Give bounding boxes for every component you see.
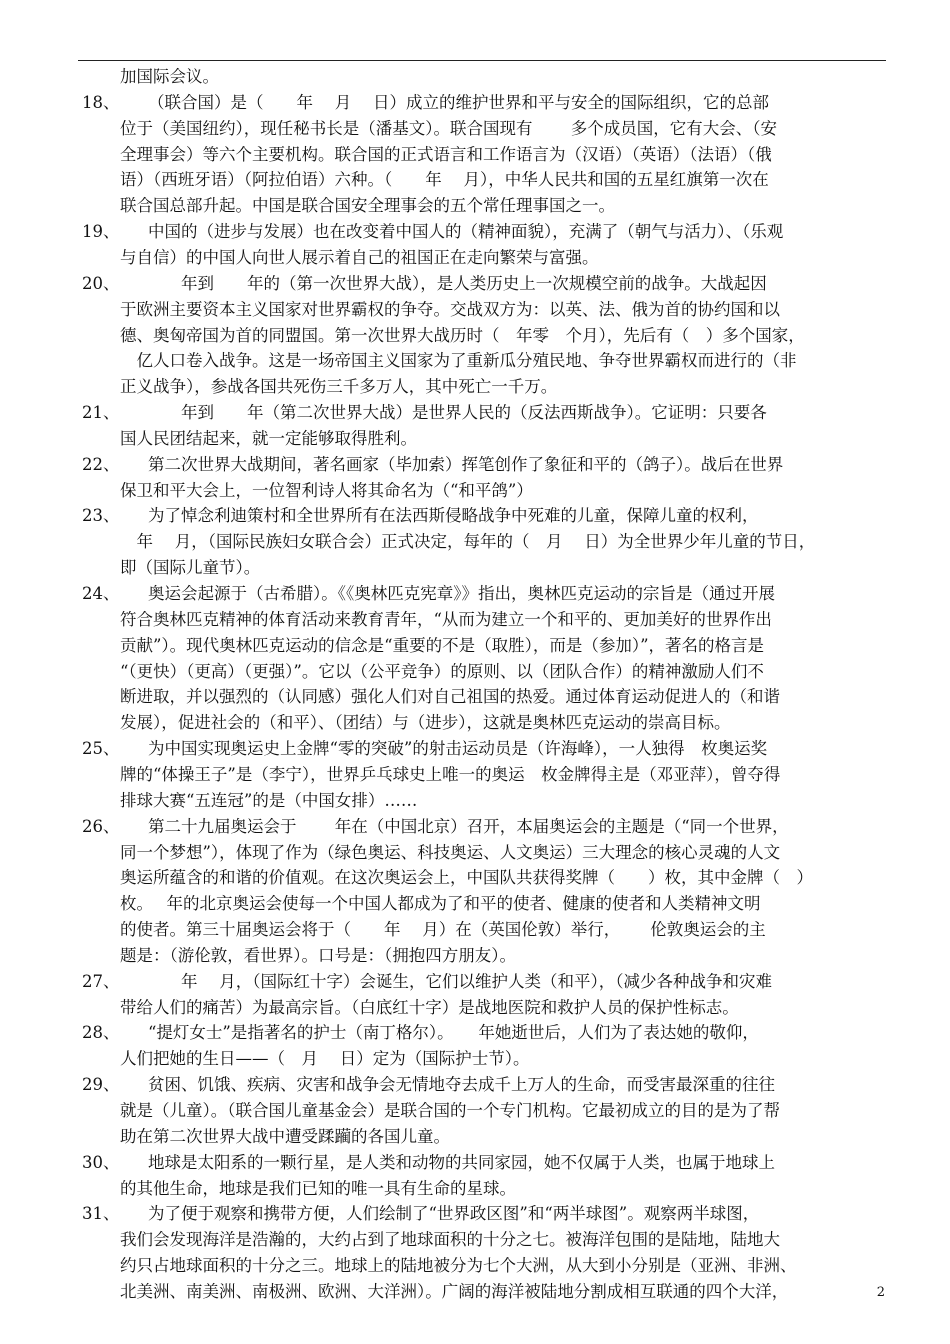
item-continuation-line xyxy=(120,865,884,891)
item-continuation-line xyxy=(120,297,884,323)
item-text: 奥运会起源于（古希腊）。《《奥林匹克宪章》》指出，奥林匹克运动的宗旨是（通过开展 xyxy=(148,584,775,603)
item-first-line xyxy=(82,90,882,116)
item-continuation-line xyxy=(120,64,884,90)
item-first-line xyxy=(82,814,882,840)
item-text: 年到 年（第二次世界大战）是世界人民的（反法西斯战争）。它证明：只要各 xyxy=(148,403,767,423)
item-number: 20、 xyxy=(82,273,120,293)
item-number: 30、 xyxy=(82,1152,120,1172)
item-number: 29、 xyxy=(82,1075,120,1095)
item-continuation-line xyxy=(120,193,884,219)
item-continuation-line xyxy=(120,1253,884,1279)
item-text: （联合国）是（ 年 月 日）成立的维护世界和平与安全的国际组织，它的总部 xyxy=(148,92,769,112)
item-text: 我们会发现海洋是浩瀚的，大约占到了地球面积的十分之七。被海洋包围的是陆地，陆地大 xyxy=(120,1230,780,1250)
item-first-line xyxy=(82,581,882,607)
item-text: 亿人口卷入战争。这是一场帝国主义国家为了重新瓜分殖民地、争夺世界霸权而进行的（非 xyxy=(120,351,797,371)
item-text: 为了悼念利迪策村和全世界所有在法西斯侵略战争中死难的儿童，保障儿童的权利， xyxy=(148,506,759,526)
item-text: “提灯女士”是指著名的护士（南丁格尔）。 年她逝世后，人们为了表达她的敬仰， xyxy=(148,1023,759,1043)
item-continuation-line xyxy=(120,710,884,736)
item-first-line xyxy=(82,1201,882,1227)
item-continuation-line xyxy=(120,1098,884,1124)
item-continuation-line xyxy=(120,1227,884,1253)
item-continuation-line xyxy=(120,529,884,555)
item-text: 发展），促进社会的（和平）、（团结）与（进步），这就是奥林匹克运动的崇高目标。 xyxy=(120,713,731,733)
item-text: 同一个梦想”），体现了作为（绿色奥运、科技奥运、人文奥运）三大理念的核心灵魂的人文 xyxy=(120,842,781,862)
item-first-line xyxy=(82,271,882,297)
item-number: 28、 xyxy=(82,1023,120,1043)
item-first-line xyxy=(82,503,882,529)
item-continuation-line xyxy=(120,1124,884,1150)
item-text: 保卫和平大会上，一位智利诗人将其命名为（“和平鸽”） xyxy=(120,480,533,500)
item-number: 18、 xyxy=(82,92,120,112)
item-continuation-line xyxy=(120,891,884,917)
item-text: 的其他生命，地球是我们已知的唯一具有生命的星球。 xyxy=(120,1178,516,1198)
item-text: 即（国际儿童节）。 xyxy=(120,558,261,578)
item-text: 第二次世界大战期间，著名画家（毕加索）挥笔创作了象征和平的（鸽子）。战后在世界 xyxy=(148,454,784,474)
item-continuation-line xyxy=(120,116,884,142)
item-text: 德、奥匈帝国为首的同盟国。第一次世界大战历时（ 年零 个月），先后有（ ）多个国家， xyxy=(120,325,805,345)
item-text: 年 月，（国际红十字）会诞生，它们以维护人类（和平），（减少各种战争和灾难 xyxy=(148,971,772,991)
item-text: 带给人们的痛苦）为最高宗旨。（白底红十字）是战地医院和救护人员的保护性标志。 xyxy=(120,997,739,1017)
page-number: 2 xyxy=(876,1285,885,1300)
item-text: 枚。 年的北京奥运会使每一个中国人都成为了和平的使者、健康的使者和人类精神文明 xyxy=(120,894,761,914)
item-continuation-line xyxy=(120,374,884,400)
item-text: 地球是太阳系的一颗行星，是人类和动物的共同家园，她不仅属于人类，也属于地球上 xyxy=(148,1152,775,1172)
item-continuation-line xyxy=(120,633,884,659)
item-text: 牌的“体操王子”是（李宁），世界乒乓球史上唯一的奥运 枚金牌得主是（邓亚萍），曾夺得 xyxy=(120,764,781,784)
item-text: 正义战争），参战各国共死伤三千多万人，其中死亡一千万。 xyxy=(120,377,558,397)
item-text: 的使者。第三十届奥运会将于（ 年 月）在（英国伦敦）举行， 伦敦奥运会的主 xyxy=(120,920,766,940)
item-continuation-line xyxy=(120,684,884,710)
item-continuation-line xyxy=(120,762,884,788)
item-text: 断进取，并以强烈的（认同感）强化人们对自己祖国的热爱。通过体育运动促进人的（和谐 xyxy=(120,687,780,707)
item-continuation-line xyxy=(120,607,884,633)
item-first-line xyxy=(82,736,882,762)
item-number: 22、 xyxy=(82,454,120,474)
item-continuation-line xyxy=(120,943,884,969)
item-text: 于欧洲主要资本主义国家对世界霸权的争夺。交战双方为：以英、法、俄为首的协约国和以 xyxy=(120,299,780,319)
item-number: 26、 xyxy=(82,816,120,836)
item-text: 题是：（游伦敦，看世界）。口号是：（拥抱四方朋友）。 xyxy=(120,945,516,965)
top-rule xyxy=(78,60,886,61)
item-first-line xyxy=(82,969,882,995)
item-continuation-line xyxy=(120,478,884,504)
item-text: 约只占地球面积的十分之三。地球上的陆地被分为七个大洲，从大到小分别是（亚洲、非洲、 xyxy=(120,1256,797,1276)
item-number: 21、 xyxy=(82,403,120,423)
item-text: 北美洲、南美洲、南极洲、欧洲、大洋洲）。广阔的海洋被陆地分割成相互联通的四个大洋， xyxy=(120,1281,789,1301)
item-continuation-line xyxy=(120,167,884,193)
item-text: 为中国实现奥运史上金牌“零的突破”的射击运动员是（许海峰），一人独得 枚奥运奖 xyxy=(148,739,768,759)
item-text: 国人民团结起来，就一定能够取得胜利。 xyxy=(120,428,417,448)
item-text: 中国的（进步与发展）也在改变着中国人的（精神面貌），充满了（朝气与活力）、（乐观 xyxy=(148,222,784,242)
item-text: 年 月，（国际民族妇女联合会）正式决定，每年的（ 月 日）为全世界少年儿童的节日， xyxy=(120,532,816,552)
item-number: 25、 xyxy=(82,739,120,759)
item-text: 联合国总部升起。中国是联合国安全理事会的五个常任理事国之一。 xyxy=(120,196,615,216)
item-continuation-line xyxy=(120,788,884,814)
item-continuation-line xyxy=(120,995,884,1021)
item-continuation-line xyxy=(120,917,884,943)
item-continuation-line xyxy=(120,348,884,374)
item-first-line xyxy=(82,1150,882,1176)
item-continuation-line xyxy=(120,142,884,168)
item-number: 27、 xyxy=(82,971,120,991)
item-text: 人们把她的生日——（ 月 日）定为（国际护士节）。 xyxy=(120,1049,530,1069)
item-number: 23、 xyxy=(82,506,120,526)
item-continuation-line xyxy=(120,555,884,581)
item-continuation-line xyxy=(120,1046,884,1072)
item-first-line xyxy=(82,400,882,426)
item-continuation-line xyxy=(120,245,884,271)
item-first-line xyxy=(82,1072,882,1098)
item-text: 全理事会）等六个主要机构。联合国的正式语言和工作语言为（汉语）（英语）（法语）（俄 xyxy=(120,144,772,164)
item-text: “（更快）（更高）（更强）”。它以（公平竞争）的原则、以（团队合作）的精神激励人们不 xyxy=(120,661,764,681)
item-continuation-line xyxy=(120,840,884,866)
item-number: 31、 xyxy=(82,1204,120,1224)
item-number: 24、 xyxy=(82,584,120,603)
item-text: 就是（儿童）。（联合国儿童基金会）是联合国的一个专门机构。它最初成立的目的是为了帮 xyxy=(120,1101,780,1120)
item-continuation-line xyxy=(120,1279,884,1305)
item-continuation-line xyxy=(120,426,884,452)
item-first-line xyxy=(82,1020,882,1046)
item-text: 奥运所蕴含的和谐的价值观。在这次奥运会上，中国队共获得奖牌（ ）枚，其中金牌（ ） xyxy=(120,868,813,888)
item-text: 贫困、饥饿、疾病、灾害和战争会无情地夺去成千上万人的生命，而受害最深重的往往 xyxy=(148,1075,775,1095)
item-text: 第二十九届奥运会于 年在（中国北京）召开，本届奥运会的主题是（“同一个世界， xyxy=(148,816,789,836)
item-continuation-line xyxy=(120,659,884,685)
item-number: 19、 xyxy=(82,222,120,242)
item-text: 与自信）的中国人向世人展示着自己的祖国正在走向繁荣与富强。 xyxy=(120,247,599,267)
item-text: 语）（西班牙语）（阿拉伯语）六种。（ 年 月），中华人民共和国的五星红旗第一次在 xyxy=(120,170,769,190)
item-text: 为了便于观察和携带方便，人们绘制了“世界政区图”和“两半球图”。观察两半球图， xyxy=(148,1204,760,1224)
item-first-line xyxy=(82,452,882,478)
item-text: 排球大赛“五连冠”的是（中国女排）…… xyxy=(120,790,418,810)
item-text: 加国际会议。 xyxy=(120,67,219,86)
item-text: 贡献”）。现代奥林匹克运动的信念是“重要的不是（取胜），而是（参加）”，著名的格言是 xyxy=(120,635,765,655)
item-text: 位于（美国纽约），现任秘书长是（潘基文）。联合国现有 多个成员国，它有大会、（安 xyxy=(120,118,777,138)
item-text: 助在第二次世界大战中遭受蹂躏的各国儿童。 xyxy=(120,1126,450,1146)
item-text: 符合奥林匹克精神的体育活动来教育青年，“从而为建立一个和平的、更加美好的世界作出 xyxy=(120,609,772,629)
item-first-line xyxy=(82,219,882,245)
item-continuation-line xyxy=(120,1176,884,1202)
item-continuation-line xyxy=(120,323,884,349)
item-text: 年到 年的（第一次世界大战），是人类历史上一次规模空前的战争。大战起因 xyxy=(148,273,767,293)
